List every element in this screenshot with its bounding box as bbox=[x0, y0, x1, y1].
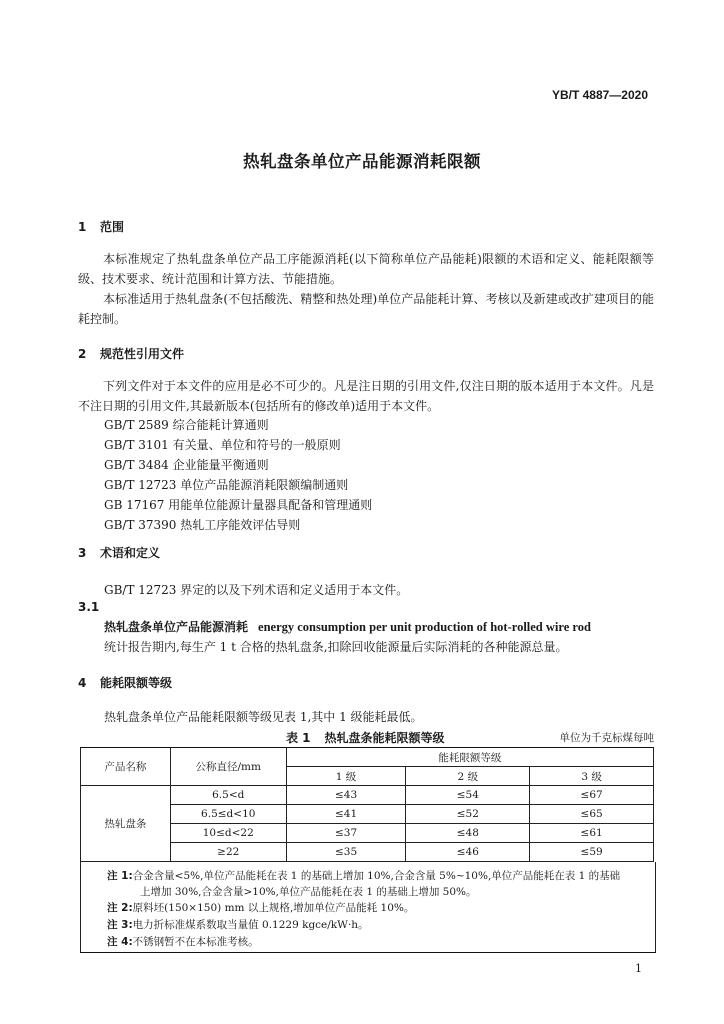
standard-number: YB/T 4887—2020 bbox=[551, 88, 648, 102]
section-title: 术语和定义 bbox=[100, 546, 161, 560]
section-1-heading bbox=[78, 218, 124, 235]
table-unit: 单位为千克标煤每吨 bbox=[559, 732, 654, 744]
table-header-row bbox=[81, 748, 654, 767]
value-cell: ≤35 bbox=[286, 843, 406, 862]
reference-item: GB/T 12723 单位产品能源消耗限额编制通则 bbox=[104, 478, 349, 492]
header-level-group: 能耗限额等级 bbox=[286, 748, 653, 767]
note-text: 不锈钢暂不在本标准考核。 bbox=[132, 936, 259, 948]
energy-limit-table bbox=[80, 747, 654, 862]
reference-item: GB/T 2589 综合能耗计算通则 bbox=[104, 418, 269, 432]
value-cell: ≤54 bbox=[406, 786, 530, 805]
value-cell: ≤52 bbox=[406, 805, 530, 824]
section-number: 1 bbox=[78, 220, 87, 234]
document-title: 热轧盘条单位产品能源消耗限额 bbox=[243, 152, 481, 171]
diameter-cell: 10≤d<22 bbox=[170, 824, 286, 843]
header-product: 产品名称 bbox=[81, 748, 171, 786]
header-level-2: 2 级 bbox=[406, 767, 530, 786]
value-cell: ≤43 bbox=[286, 786, 406, 805]
section-title: 能耗限额等级 bbox=[100, 676, 173, 690]
section-title: 规范性引用文件 bbox=[100, 347, 185, 361]
section-4-paragraph: 热轧盘条单位产品能耗限额等级见表 1,其中 1 级能耗最低。 bbox=[104, 710, 423, 724]
diameter-cell: ≥22 bbox=[170, 843, 286, 862]
section-4-heading bbox=[78, 674, 172, 691]
note-label: 注 2: bbox=[107, 902, 133, 914]
header-level-3: 3 级 bbox=[530, 767, 654, 786]
value-cell: ≤67 bbox=[530, 786, 654, 805]
term-chinese: 热轧盘条单位产品能源消耗 bbox=[104, 620, 249, 634]
term-heading bbox=[104, 618, 591, 635]
note-text-continued: 上增加 30%,合金含量>10%,单位产品能耗在表 1 的基础上增加 50%。 bbox=[140, 886, 477, 898]
table-caption bbox=[286, 729, 445, 746]
value-cell: ≤61 bbox=[530, 824, 654, 843]
diameter-cell: 6.5≤d<10 bbox=[170, 805, 286, 824]
note-label: 注 1: bbox=[107, 870, 133, 882]
table-note bbox=[107, 900, 647, 916]
section-2-paragraph: 下列文件对于本文件的应用是必不可少的。凡是注日期的引用文件,仅注日期的版本适用于本文件。凡是不注日期的引用文件,其最新版本(包括所有的修改单)适用于本文件。 bbox=[78, 379, 654, 413]
section-number: 4 bbox=[78, 676, 87, 690]
table-note bbox=[107, 868, 647, 900]
section-title: 范围 bbox=[100, 220, 125, 234]
reference-item: GB/T 37390 热轧工序能效评估导则 bbox=[104, 518, 301, 532]
section-3-heading bbox=[78, 544, 160, 561]
value-cell: ≤41 bbox=[286, 805, 406, 824]
value-cell: ≤59 bbox=[530, 843, 654, 862]
section-2-heading bbox=[78, 345, 184, 362]
reference-item: GB 17167 用能单位能源计量器具配备和管理通则 bbox=[104, 498, 373, 512]
page-number: 1 bbox=[635, 962, 642, 975]
value-cell: ≤48 bbox=[406, 824, 530, 843]
section-number: 3 bbox=[78, 546, 87, 560]
note-text: 合金含量<5%,单位产品能耗在表 1 的基础上增加 10%,合金含量 5%~10%,单位产品能耗在表 1 的基础 bbox=[132, 870, 621, 882]
table-note bbox=[107, 934, 647, 950]
table-number: 表 1 bbox=[286, 731, 311, 745]
section-1-paragraph-2: 本标准适用于热轧盘条(不包括酸洗、精整和热处理)单位产品能耗计算、考核以及新建或改扩建项目的能耗控制。 bbox=[78, 292, 654, 326]
reference-item: GB/T 3484 企业能量平衡通则 bbox=[104, 458, 269, 472]
value-cell: ≤46 bbox=[406, 843, 530, 862]
table-row bbox=[81, 786, 654, 805]
note-label: 注 4: bbox=[107, 936, 133, 948]
value-cell: ≤37 bbox=[286, 824, 406, 843]
header-diameter: 公称直径/mm bbox=[170, 748, 286, 786]
table-notes bbox=[80, 862, 656, 953]
note-label: 注 3: bbox=[107, 919, 133, 931]
table-title: 热轧盘条能耗限额等级 bbox=[324, 731, 445, 745]
value-cell: ≤65 bbox=[530, 805, 654, 824]
table-note bbox=[107, 917, 647, 933]
term-definition: 统计报告期内,每生产 1 t 合格的热轧盘条,扣除回收能源量后实际消耗的各种能源总量。 bbox=[104, 640, 568, 654]
product-name-cell: 热轧盘条 bbox=[81, 786, 171, 862]
term-english: energy consumption per unit production of hot-rolled wire rod bbox=[258, 620, 591, 634]
diameter-cell: 6.5<d bbox=[170, 786, 286, 805]
section-3-paragraph: GB/T 12723 界定的以及下列术语和定义适用于本文件。 bbox=[104, 583, 409, 597]
section-number: 2 bbox=[78, 347, 87, 361]
term-number: 3.1 bbox=[78, 600, 100, 614]
reference-item: GB/T 3101 有关量、单位和符号的一般原则 bbox=[104, 438, 341, 452]
header-level-1: 1 级 bbox=[286, 767, 406, 786]
section-1-paragraph-1: 本标准规定了热轧盘条单位产品工序能源消耗(以下简称单位产品能耗)限额的术语和定义、能耗限额等级、技术要求、统计范围和计算方法、节能措施。 bbox=[78, 252, 654, 286]
note-text: 电力折标准煤系数取当量值 0.1229 kgce/kW·h。 bbox=[132, 919, 369, 931]
note-text: 原料坯(150×150) mm 以上规格,增加单位产品能耗 10%。 bbox=[132, 902, 415, 914]
